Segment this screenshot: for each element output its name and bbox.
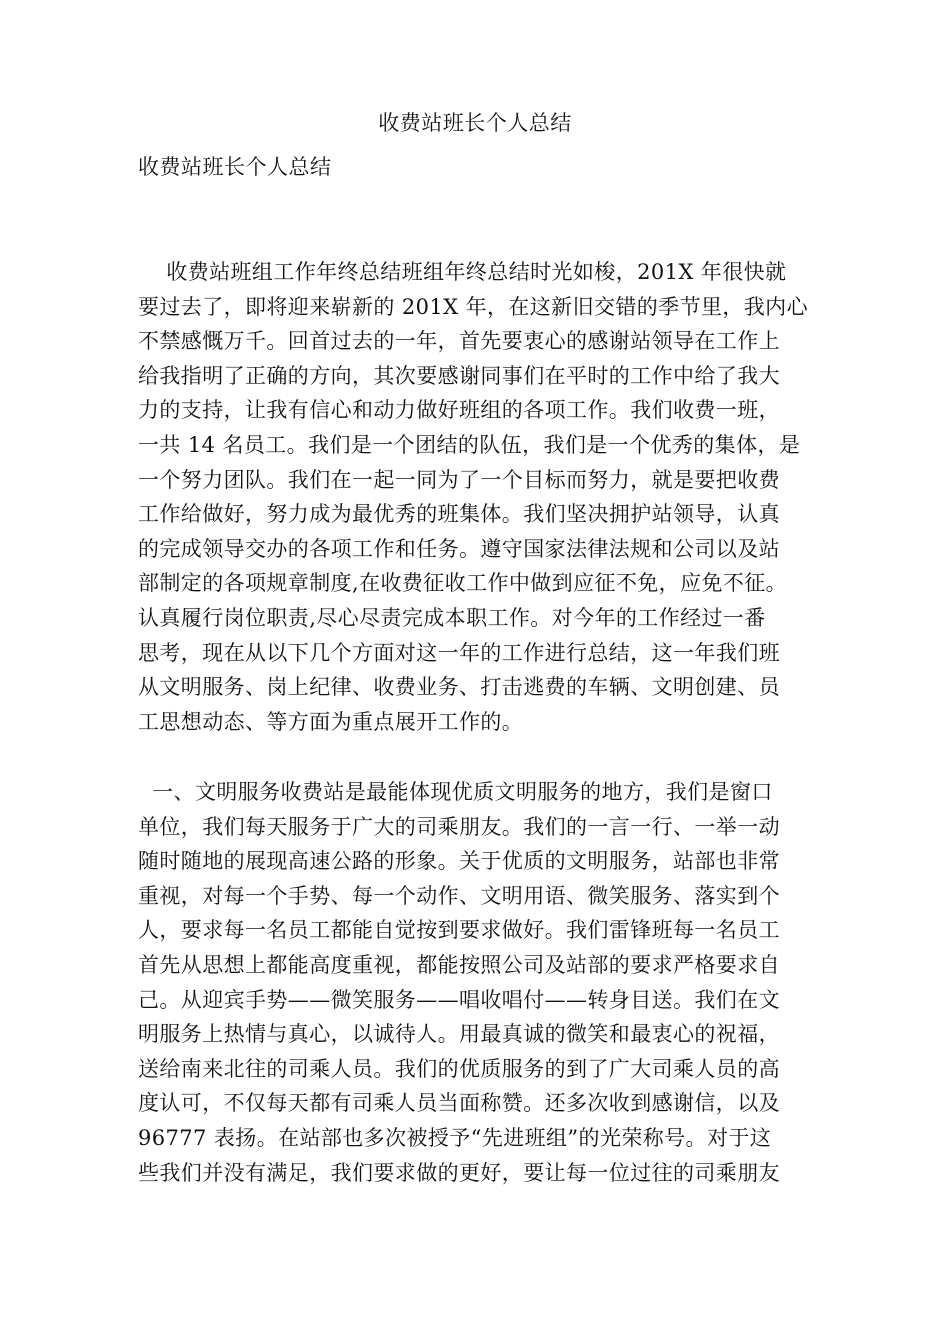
text-line: 一共 14 名员工。我们是一个团结的队伍，我们是一个优秀的集体，是 xyxy=(138,432,801,457)
text-line: 收费站班组工作年终总结班组年终总结时光如梭，201X 年很快就 xyxy=(138,260,787,284)
text-line: 工思想动态、等方面为重点展开工作的。 xyxy=(138,709,524,734)
text-line: 力的支持，让我有信心和动力做好班组的各项工作。我们收费一班， xyxy=(138,398,780,423)
text-line: 单位，我们每天服务于广大的司乘朋友。我们的一言一行、一举一动 xyxy=(138,814,780,839)
text-line: 的完成领导交办的各项工作和任务。遵守国家法律法规和公司以及站 xyxy=(138,536,780,561)
text-line: 己。从迎宾手势——微笑服务——唱收唱付——转身目送。我们在文 xyxy=(138,987,780,1012)
text-line: 工作给做好，努力成为最优秀的班集体。我们坚决拥护站领导，认真 xyxy=(138,502,780,527)
text-line: 送给南来北往的司乘人员。我们的优质服务的到了广大司乘人员的高 xyxy=(138,1056,780,1081)
text-line: 重视，对每一个手势、每一个动作、文明用语、微笑服务、落实到个 xyxy=(138,883,780,908)
text-line: 要过去了，即将迎来崭新的 201X 年，在这新旧交错的季节里，我内心 xyxy=(138,294,808,319)
document-title: 收费站班长个人总结 xyxy=(378,111,572,135)
text-line: 首先从思想上都能高度重视，都能按照公司及站部的要求严格要求自 xyxy=(138,952,780,977)
text-line: 不禁感慨万千。回首过去的一年，首先要衷心的感谢站领导在工作上 xyxy=(138,329,780,354)
text-line: 认真履行岗位职责,尽心尽责完成本职工作。对今年的工作经过一番 xyxy=(138,605,766,630)
text-line: 一个努力团队。我们在一起一同为了一个目标而努力，就是要把收费 xyxy=(138,467,780,492)
text-line: 度认可，不仅每天都有司乘人员当面称赞。还多次收到感谢信，以及 xyxy=(138,1091,780,1116)
text-line: 从文明服务、岗上纪律、收费业务、打击逃费的车辆、文明创建、员 xyxy=(138,675,780,700)
paragraph-section-one xyxy=(138,775,838,1190)
text-line: 部制定的各项规章制度,在收费征收工作中做到应征不免，应免不征。 xyxy=(138,571,788,596)
text-line: 些我们并没有满足，我们要求做的更好，要让每一位过往的司乘朋友 xyxy=(138,1160,780,1185)
text-line: 一、文明服务收费站是最能体现优质文明服务的地方，我们是窗口 xyxy=(138,780,773,804)
text-line: 明服务上热情与真心，以诚待人。用最真诚的微笑和最衷心的祝福， xyxy=(138,1022,780,1047)
paragraph-intro xyxy=(138,255,838,739)
text-line: 给我指明了正确的方向，其次要感谢同事们在平时的工作中给了我大 xyxy=(138,363,780,388)
text-line: 96777 表扬。在站部也多次被授予“先进班组”的光荣称号。对于这 xyxy=(138,1125,772,1150)
text-line: 随时随地的展现高速公路的形象。关于优质的文明服务，站部也非常 xyxy=(138,849,780,874)
text-line: 思考，现在从以下几个方面对这一年的工作进行总结，这一年我们班 xyxy=(138,640,780,665)
document-subtitle: 收费站班长个人总结 xyxy=(138,155,332,179)
text-line: 人，要求每一名员工都能自觉按到要求做好。我们雷锋班每一名员工 xyxy=(138,918,780,943)
